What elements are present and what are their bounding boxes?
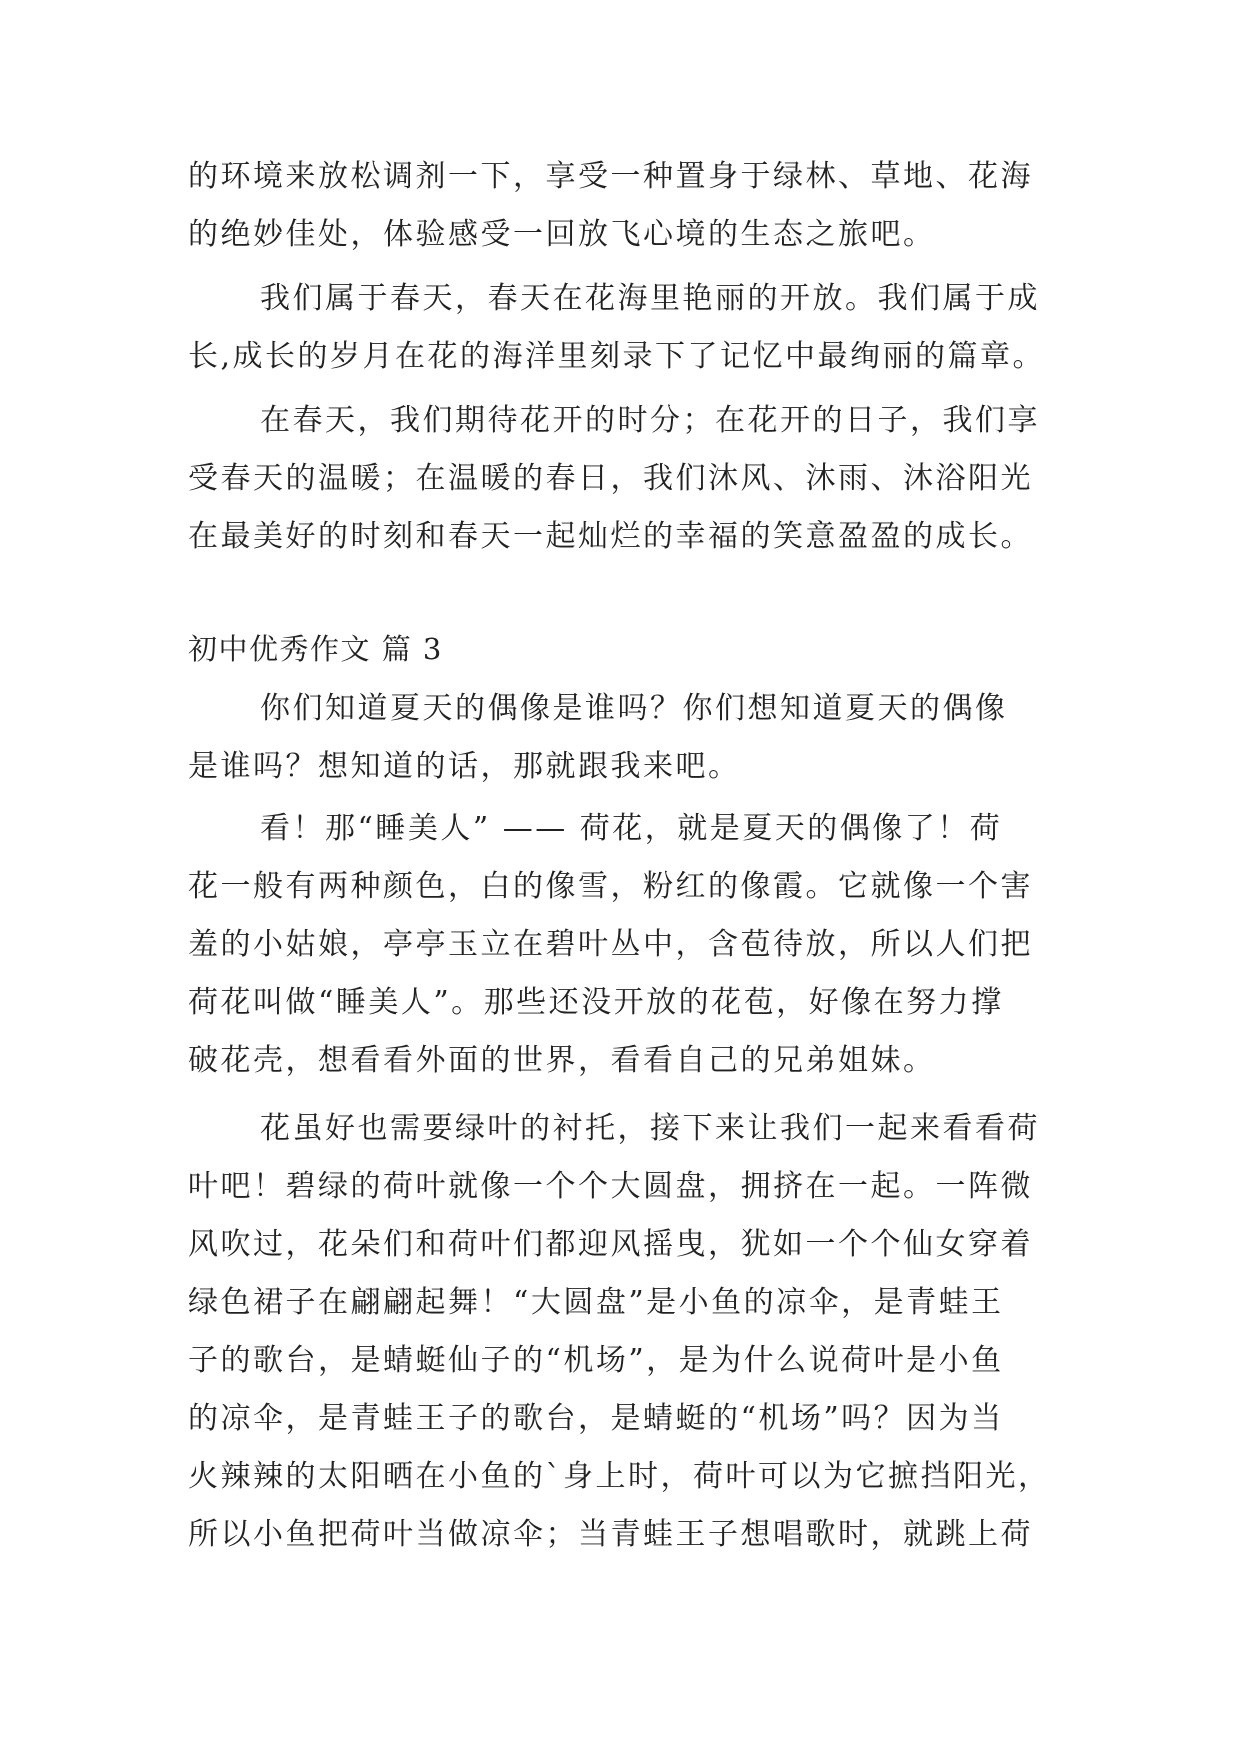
paragraph-spring-growth xyxy=(188,270,1068,386)
paragraph-line: 花虽好也需要绿叶的衬托，接下来让我们一起来看看荷 xyxy=(260,1111,1040,1146)
paragraph-line: 荷花叫做“睡美人”。那些还没开放的花苞，好像在努力撑 xyxy=(188,985,1004,1020)
paragraph-line: 我们属于春天，春天在花海里艳丽的开放。我们属于成 xyxy=(260,281,1040,316)
paragraph-line: 受春天的温暖；在温暖的春日，我们沐风、沐雨、沐浴阳光 xyxy=(188,461,1033,496)
paragraph-line: 的环境来放松调剂一下，享受一种置身于绿林、草地、花海 xyxy=(188,159,1033,194)
paragraph-line: 的凉伞，是青蛙王子的歌台，是蜻蜓的“机场”吗？因为当 xyxy=(188,1401,1004,1436)
paragraph-spring-warmth xyxy=(188,392,1068,566)
paragraph-line: 火辣辣的太阳晒在小鱼的`身上时，荷叶可以为它摭挡阳光， xyxy=(188,1459,1051,1494)
paragraph-intro xyxy=(188,148,1068,264)
paragraph-leaves xyxy=(188,1100,1068,1564)
paragraph-line: 看！那“睡美人” —— 荷花，就是夏天的偶像了！荷 xyxy=(260,811,1003,846)
paragraph-line: 所以小鱼把荷叶当做凉伞；当青蛙王子想唱歌时，就跳上荷 xyxy=(188,1517,1033,1552)
paragraph-lotus xyxy=(188,800,1068,1090)
paragraph-line: 在春天，我们期待花开的时分；在花开的日子，我们享 xyxy=(260,403,1040,438)
paragraph-line: 子的歌台，是蜻蜓仙子的“机场”，是为什么说荷叶是小鱼 xyxy=(188,1343,1004,1378)
section-heading: 初中优秀作文 篇 3 xyxy=(188,632,443,666)
paragraph-line: 你们知道夏天的偶像是谁吗？你们想知道夏天的偶像 xyxy=(260,691,1008,726)
paragraph-line: 叶吧！碧绿的荷叶就像一个个大圆盘，拥挤在一起。一阵微 xyxy=(188,1169,1033,1204)
paragraph-line: 羞的小姑娘，亭亭玉立在碧叶丛中，含苞待放，所以人们把 xyxy=(188,927,1033,962)
paragraph-line: 风吹过，花朵们和荷叶们都迎风摇曳，犹如一个个仙女穿着 xyxy=(188,1227,1033,1262)
paragraph-line: 的绝妙佳处，体验感受一回放飞心境的生态之旅吧。 xyxy=(188,217,936,252)
paragraph-question xyxy=(188,680,1068,796)
paragraph-line: 花一般有两种颜色，白的像雪，粉红的像霞。它就像一个害 xyxy=(188,869,1033,904)
paragraph-line: 破花壳，想看看外面的世界，看看自己的兄弟姐妹。 xyxy=(188,1043,936,1078)
paragraph-line: 绿色裙子在翩翩起舞！“大圆盘”是小鱼的凉伞，是青蛙王 xyxy=(188,1285,1004,1320)
paragraph-line: 长,成长的岁月在花的海洋里刻录下了记忆中最绚丽的篇章。 xyxy=(188,339,1046,374)
paragraph-line: 在最美好的时刻和春天一起灿烂的幸福的笑意盈盈的成长。 xyxy=(188,519,1033,554)
section-heading-block xyxy=(188,620,1068,678)
paragraph-line: 是谁吗？想知道的话，那就跟我来吧。 xyxy=(188,749,741,784)
